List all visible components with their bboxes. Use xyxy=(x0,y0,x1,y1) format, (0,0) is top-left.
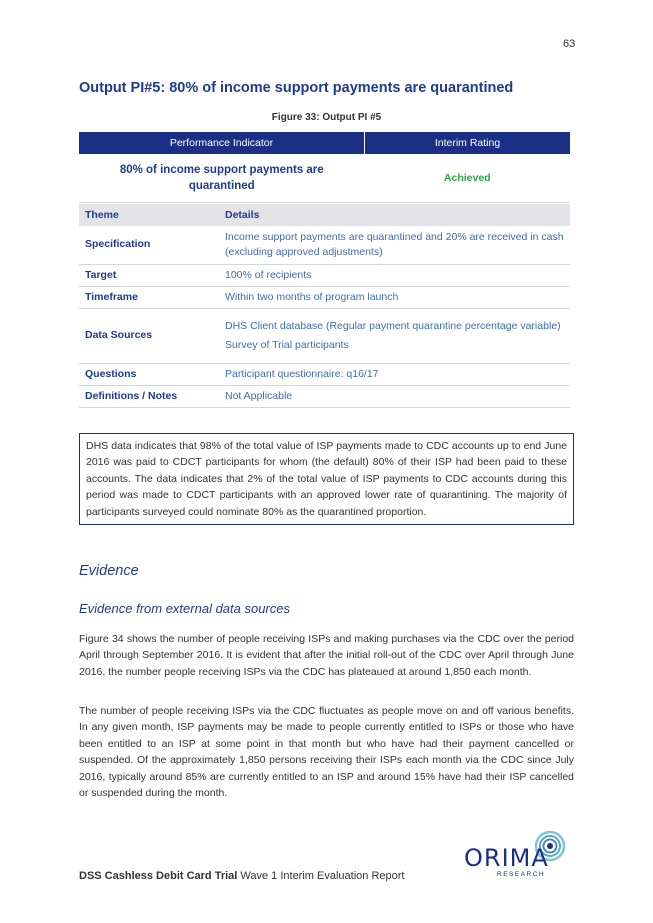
details-cell: 100% of recipients xyxy=(219,264,570,286)
details-header-theme: Theme xyxy=(79,204,219,226)
theme-cell: Data Sources xyxy=(79,308,219,363)
body-paragraph: Figure 34 shows the number of people receiving ISPs and making purchases via the CDC over the period April through September 2016. It is evident that after the initial roll-out of the CDC over April through June 2016, the number people receiving ISPs via the CDC has plateaued at around 1,850 each month. xyxy=(79,633,574,678)
details-line: Survey of Trial participants xyxy=(225,338,349,351)
details-row-target xyxy=(79,264,570,286)
theme-cell: Specification xyxy=(79,226,219,264)
details-cell: Not Applicable xyxy=(219,385,570,407)
theme-cell: Questions xyxy=(79,363,219,385)
details-row-definitions xyxy=(79,385,570,407)
performance-indicator-table xyxy=(79,132,570,203)
details-row-data-sources xyxy=(79,308,570,363)
pi-header-indicator: Performance Indicator xyxy=(79,132,365,154)
pi-table-header-row xyxy=(79,132,570,154)
pi-table-row xyxy=(79,154,570,203)
pi-indicator-line2: quarantined xyxy=(188,180,255,192)
pi-indicator-cell xyxy=(79,154,365,203)
details-header-details: Details xyxy=(219,204,570,226)
details-cell: Income support payments are quarantined and 20% are received in cash (excluding approved adjustments) xyxy=(219,226,570,264)
details-row-questions xyxy=(79,363,570,385)
section-heading: Output PI#5: 80% of income support payments are quarantined xyxy=(79,80,514,96)
footer-title-rest: Wave 1 Interim Evaluation Report xyxy=(237,870,405,882)
details-header-row xyxy=(79,204,570,226)
page-number: 63 xyxy=(563,38,576,50)
details-cell xyxy=(219,308,570,363)
evidence-heading: Evidence xyxy=(79,563,139,579)
theme-cell: Definitions / Notes xyxy=(79,385,219,407)
footer-title-bold: DSS Cashless Debit Card Trial xyxy=(79,870,238,882)
pi-rating-achieved: Achieved xyxy=(365,154,571,203)
findings-box: DHS data indicates that 98% of the total value of ISP payments made to CDC accounts up to end June 2016 was paid to CDCT participants for whom (the default) 80% of their ISP had been paid to these accounts. The data indicates that 2% of the total value of ISP payments to CDC accounts during this period was made to CDCT participants with an approved lower rate of quarantining. The majority of participants surveyed could nominate 80% as the quarantined proportion. xyxy=(79,433,574,525)
orima-research-logo xyxy=(464,830,574,880)
pi-indicator-line1: 80% of income support payments are xyxy=(119,164,324,176)
body-paragraph: The number of people receiving ISPs via the CDC fluctuates as people move on and off various benefits. In any given month, ISP payments may be made to people currently entitled to ISPs or those who have been entitled to an ISP at some point in that month but who have had their payment cancelled or suspended. Of the approximately 1,850 persons receiving their ISPs each month via the CDC since July 2016, typically around 85% are currently entitled to an ISP and around 15% have had their ISP cancelled or suspended during the month. xyxy=(79,705,574,800)
pi-details-table xyxy=(79,204,570,408)
details-row-timeframe xyxy=(79,286,570,308)
theme-cell: Timeframe xyxy=(79,286,219,308)
logo-subtitle: RESEARCH xyxy=(497,871,546,878)
details-cell: Within two months of program launch xyxy=(219,286,570,308)
details-cell: Participant questionnaire: q16/17 xyxy=(219,363,570,385)
details-row-specification xyxy=(79,226,570,264)
evidence-subheading: Evidence from external data sources xyxy=(79,601,290,616)
theme-cell: Target xyxy=(79,264,219,286)
footer-report-title xyxy=(79,870,404,882)
pi-header-rating: Interim Rating xyxy=(365,132,571,154)
details-line: DHS Client database (Regular payment quarantine percentage variable) xyxy=(225,319,561,332)
figure-caption: Figure 33: Output PI #5 xyxy=(271,112,382,123)
logo-wordmark: ORIMA xyxy=(464,844,549,872)
